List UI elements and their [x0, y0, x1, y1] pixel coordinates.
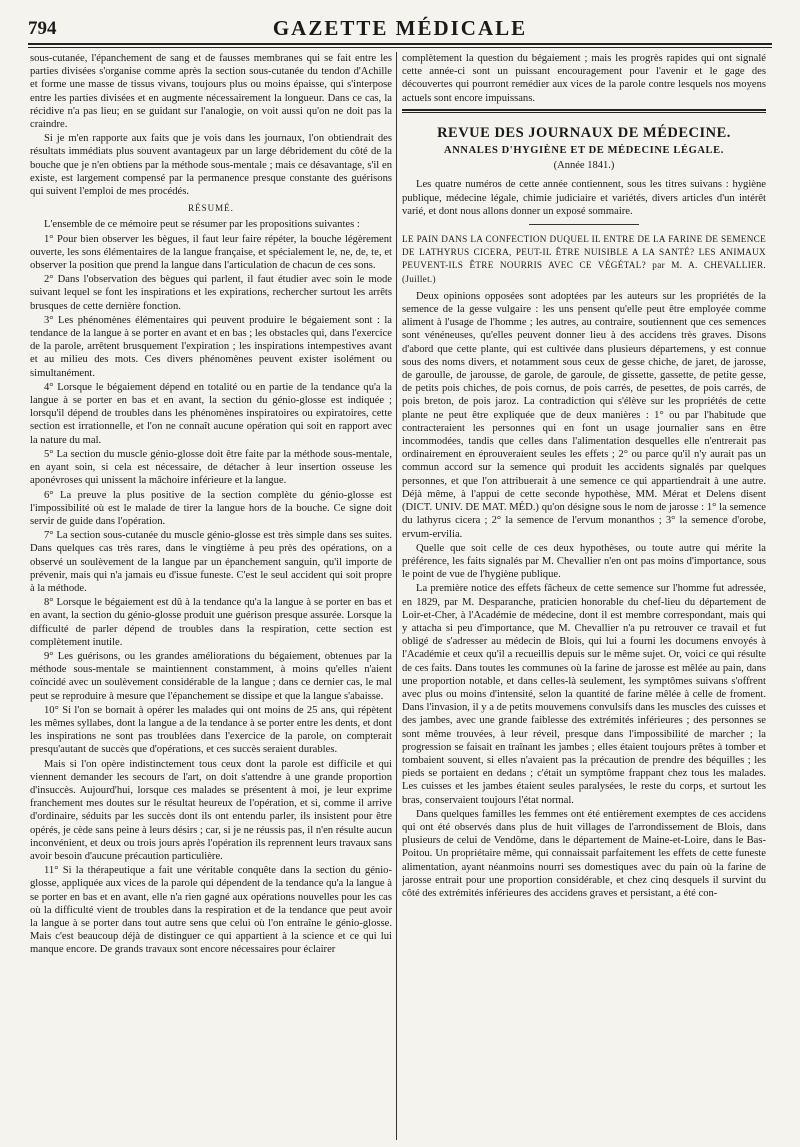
- paragraph: complètement la question du bégaiement ; mais les progrès rapides qui ont signalé cette année-ci sont un puissant encouragement pour l'avenir et le gage des découvertes qui pourront remédier aux vices de la parole contre lesquels nos moyens actuels sont encore impuissans.: [402, 53, 766, 104]
- left-column: [30, 52, 392, 1142]
- subsection-title: ANNALES D'HYGIÈNE ET DE MÉDECINE LÉGALE.: [444, 145, 724, 157]
- proposition: 9° Les guérisons, ou les grandes améliorations du bégaiement, obtenues par la méthode sous-mentale se maintiennent constamment, à moins qu'elles n'aient coïncidé avec un soulèvement considérable de la langue ; dans ce dernier cas, le mal peut se reproduire à mesure que l'épanchement se dissipe et que la langue s'abaisse.: [30, 650, 392, 702]
- column-divider: [396, 52, 397, 1140]
- proposition: 11° Si la thérapeutique a fait une véritable conquête dans la section du génio-glosse, appliquée aux vices de la parole qui dépendent de la tendance qu'a la langue à se porter en bas et en avant, elle n'a rien gagné aux opérations nouvelles pour les cas où la difficulté vient de troubles dans la respiration et de la tendance que peut avoir la langue à se porter dans tout autre sens que celui où l'on entraîne le génio-glosse. Mais c'est beaucoup déjà de distinguer ce qui appartient à la science et ce qui lui manque encore. De grands travaux sont encore nécessaires pour éclairer: [30, 865, 392, 956]
- paragraph: Quelle que soit celle de ces deux hypothèses, ou toute autre qui mérite la préférence, les faits signalés par M. Chevallier n'en ont pas moins d'importance, sous le point de vue de l'hygiène publique.: [402, 542, 766, 581]
- proposition: 6° La preuve la plus positive de la section complète du génio-glosse est l'impossibilité où est le malade de tirer la langue hors de la bouche. Ce signe doit servir de guide dans l'opération.: [30, 489, 392, 527]
- page-number: 794: [28, 18, 57, 39]
- paragraph: Dans quelques familles les femmes ont été entièrement exemptes de ces accidens qui ont été observés dans plus de huit villages de l'arrondissement de Blois, dans plusieurs de celui de Vendôme, dans le département de Maine-et-Loire, dans le Bas-Poitou. Un propriétaire même, qui connaissait parfaitement les effets de cette funeste alimentation, ayant néanmoins nourri ses domestiques avec du pain où la farine de jarosse entrait pour une proportion considérable, et chez cinq desquels il survint du côté des extrémités inférieures des accidens graves et persistant, a été con-: [402, 808, 766, 899]
- divider-rule: [529, 224, 639, 225]
- right-column: [402, 52, 766, 1142]
- section-title: REVUE DES JOURNAUX DE MÉDECINE.: [437, 124, 731, 141]
- paragraph: Les quatre numéros de cette année contiennent, sous les titres suivans : hygiène publique, médecine légale, chimie judiciaire et variétés, divers articles d'un intérêt varié, et dont nous allons donner un exposé sommaire.: [402, 179, 766, 217]
- proposition: Mais si l'on opère indistinctement tous ceux dont la parole est difficile et qui viennent demander les secours de l'art, on doit s'attendre à une grande proportion d'insuccès. Aujourd'hui, lorsque ces malades se présentent à moi, je leur exprime franchement mes doutes sur le résultat heureux de l'opération, et si, comme il arrive d'ordinaire, séduits par les succès dont ils ont entendu parler, ils insistent pour être opérés, je cède sans peine à leurs désirs ; car, si je ne réussis pas, il n'en résulte aucun inconvénient, et deux ou trois jours après l'opération ils reprennent leurs travaux sans avoir besoin d'aucune précaution particulière.: [30, 758, 392, 862]
- journal-title: GAZETTE MÉDICALE: [272, 16, 528, 40]
- page-header: [28, 14, 772, 44]
- resume-heading: RÉSUMÉ.: [188, 203, 234, 214]
- proposition: 1° Pour bien observer les bègues, il faut leur faire répéter, la bouche légèrement ouverte, les sons élémentaires de la langue française, et spécialement le, ne, de, te, et observer la position que prend la langue dans l'articulation de chacun de ces sons.: [30, 233, 392, 272]
- year-label: (Année 1841.): [553, 160, 615, 172]
- section-rule: [402, 109, 766, 113]
- proposition: 3° Les phénomènes élémentaires qui peuvent produire le bégaiement sont : la tendance de la langue à se porter en avant et en bas ; les obstacles qui, dans l'exercice de la parole, arrêtent brusquement l'expiration ; les inspirations intempestives avant et au milieu des mots. Ces divers phénomènes peuvent exister isolément ou simultanément.: [30, 314, 392, 379]
- proposition: 4° Lorsque le bégaiement dépend en totalité ou en partie de la tendance qu'a la langue à se porter en bas et en avant, la section du génio-glosse est indiquée ; lorsqu'il dépend de troubles dans les phénomènes inspiratoires ou expiratoires, cette section est irrationnelle, et l'on ne connaît aucune opération qui soit en rapport avec la nature du mal.: [30, 381, 392, 446]
- proposition: 10° Si l'on se bornait à opérer les malades qui ont moins de 25 ans, qui répètent les mêmes syllabes, dont la langue a de la tendance à se porter entre les dents, et dont les inspirations ne sont pas troublées dans l'exercice de la parole, on compterait presqu'autant de succès que d'opérations, et ces succès seraient durables.: [30, 704, 392, 756]
- proposition: 5° La section du muscle génio-glosse doit être faite par la méthode sous-mentale, en ayant soin, si cela est nécessaire, de détacher à leur insertion osseuse les aponévroses qui unissent la mâchoire inférieure et la langue.: [30, 448, 392, 487]
- paragraph: L'ensemble de ce mémoire peut se résumer par les propositions suivantes :: [44, 219, 360, 231]
- article-heading: LE PAIN DANS LA CONFECTION DUQUEL IL ENTRE DE LA FARINE DE SEMENCE DE LATHYRUS CICERA, PEUT-IL ÊTRE NUISIBLE A LA SANTÉ? LES ANIMAUX PEUVENT-ILS ÊTRE NOURRIS AVEC CE VÉGÉTAL? par M. A. CHEVALLIER. (Juillet.): [402, 234, 766, 284]
- proposition: 2° Dans l'observation des bègues qui parlent, il faut étudier avec soin le mode suivant lequel se font les inspirations et les expirations, rechercher surtout les arrêts brusques de cette dernière fonction.: [30, 274, 392, 312]
- header-rule: [28, 43, 772, 48]
- proposition: 8° Lorsque le bégaiement est dû à la tendance qu'a la langue à se porter en bas et en avant, la section du génio-glosse produit une guérison presque assurée. Lorsque la difficulté de parler dépend de troubles dans la respiration, cette section est complètement inutile.: [30, 597, 392, 648]
- paragraph: La première notice des effets fâcheux de cette semence sur l'homme fut adressée, en 1829, par M. Desparanche, praticien honorable du chef-lieu du département de Loir-et-Cher, à l'Académie de médecine, dont il est membre correspondant, mais qui y attacha si peu d'importance, que M. Chevallier n'a pu retrouver ce travail et fut obligé de s'adresser au médecin de Blois, qui lui a fourni les documens envoyés à l'Académie et ceux qu'il a recueillis depuis sur le même sujet. Or, voici ce qui résulte de ces faits. Dans toutes les communes où la farine de jarosse est mêlée au pain, dans une proportion notable, et dans celles-là seulement, les symptômes suivans s'offrent avec plus ou moins d'intensité, selon la quantité de farine mêlée à celle de froment. Dans l'invasion, il y a de petits mouvemens convulsifs dans les muscles des cuisses et des jambes, avec une grande faiblesse des extrémités inférieures ; des personnes se sont même trouvées, à leur réveil, presque dans l'impossibilité de marcher ; la progression se faisait en traînant les jambes ; elles étaient toujours prêtes à tomber et tombaient souvent, si elles n'avaient pas la précaution de prendre des béquilles ; les pieds se portaient en dedans ; c'était un symptôme frappant chez tous les malades. Les cuisses et les jambes étaient seules paralysées, le reste du corps, et surtout les bras, conservaient toujours l'état normal.: [402, 583, 766, 806]
- proposition: 7° La section sous-cutanée du muscle génio-glosse est très simple dans ses suites. Dans quelques cas très rares, dans le vingtième à peu près des opérations, on a observé un soulèvement de la langue par un épanchement sanguin, qu'il importe de prévenir, mais qui n'a jamais eu d'issue funeste. C'est le seul accident qui soit propre à la méthode.: [30, 530, 392, 594]
- paragraph: Si je m'en rapporte aux faits que je vois dans les journaux, l'on obtiendrait des résultats immédiats plus souvent avantageux par un large débridement du côté de la bouche que je n'en obtiens par la méthode sous-mentale ; mais ce désavantage, s'il en existe, est largement compensé par la permanence presque constante des guérisons qui suivent l'emploi de mes procédés.: [30, 133, 392, 198]
- paragraph: Deux opinions opposées sont adoptées par les auteurs sur les propriétés de la semence de la gesse vulgaire : les uns pensent qu'elle peut être employée comme aliment à l'usage de l'homme ; les autres, au contraire, soutiennent que ces semences sont vénéneuses, qu'elles peuvent donner lieu à des accidens très graves. Disons d'abord que cette plante, qui est cultivée dans plusieurs départemens, y est connue sous des noms divers, et notamment sous ceux de gesse chiche, de jaret, de jarosse, de garoulle, de jarousse, de garole, de garoule, de gissette, gassette, de petite gesse, de petits pois chiches, de pois cornus, de pois carrés, de pesettes, de pois carrés, de pois breton, de pois jaroz. La contradiction qui s'élève sur les propriétés de cette plante ne peut être expliquée que de deux manières : 1° ou par l'habitude que contracteraient les personnes qui en font un usage journalier sans en être incommodées, tandis que celles dans l'alimentation desquelles elle n'entrerait pas ordinairement en éprouveraient seules les effets ; 2° ou parce qu'il n'y aurait pas un commun accord sur la semence qui produit les accidents signalés par quelques personnes, et que l'on attribuerait à une semence ce qui appartiendrait à une autre. Déjà même, à l'appui de cette seconde hypothèse, MM. Mérat et Delens disent (DICT. UNIV. DE MAT. MÉD.) qu'on désigne sous le nom de jarosse : 1° la semence du lathyrus cicera ; 2° la semence de l'ervum monanthos ; 3° la semence d'orobe, ervum-ervilia.: [402, 290, 766, 540]
- paragraph: sous-cutanée, l'épanchement de sang et de fausses membranes qui se fait entre les parties divisées s'organise comme après la section sous-cutanée du tendon d'Achille et forme une masse de tissus vivans, toujours plus ou moins épaisse, qui s'interpose entre les parties divisées et en augmente nécessairement la longueur. Dans ce cas, la récidive n'a pas lieu; en se guidant sur l'analogie, on voit aussi qu'on ne doit pas la craindre.: [30, 53, 392, 131]
